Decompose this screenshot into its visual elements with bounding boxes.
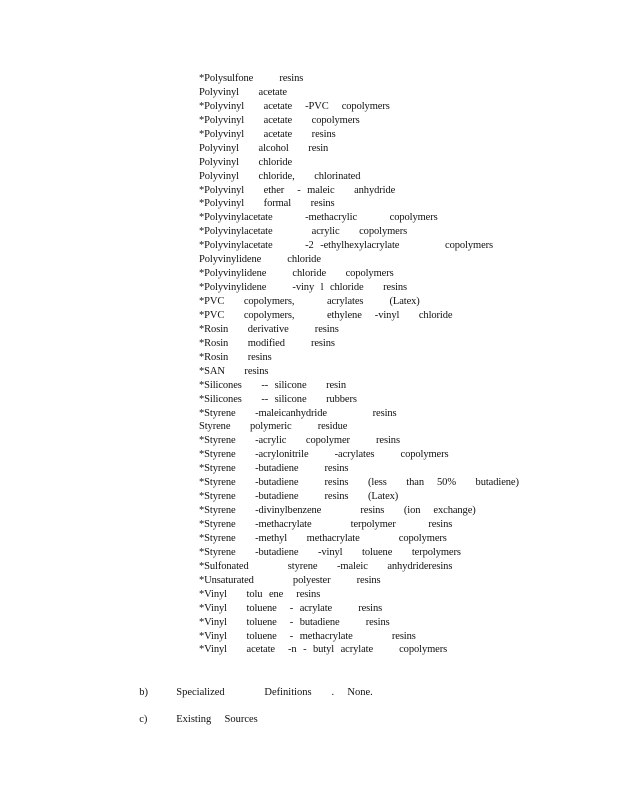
- section-c-marker: c): [139, 714, 148, 725]
- resin-list-item: *Silicones -- silicone rubbers: [199, 393, 357, 405]
- resin-list-item: *Styrene -butadiene -vinyl toluene terpolymers: [199, 546, 461, 558]
- resin-list-item: *Styrene -butadiene resins (less than 50% butadiene): [199, 477, 519, 489]
- resin-list-item: Polyvinyl alcohol resin: [199, 142, 329, 154]
- resin-list-item: *Styrene -methyl methacrylate copolymers: [199, 532, 447, 544]
- resin-list-item: *Styrene -acrylonitrile -acrylates copolymers: [199, 449, 449, 461]
- resin-list-item: *Rosin modified resins: [199, 337, 335, 349]
- resin-list-item: *Polyvinylacetate -2 -ethylhexylacrylate copolymers: [199, 240, 494, 252]
- resin-list-item: *Polyvinylacetate acrylic copolymers: [199, 226, 408, 238]
- resin-list-item: *Polyvinylidene -viny l chloride resins: [199, 282, 408, 294]
- resin-list-item: *Vinyl toluene - methacrylate resins: [199, 630, 416, 642]
- resin-list-item: *Polyvinyl acetate copolymers: [199, 114, 360, 126]
- resin-list-item: *PVC copolymers, ethylene -vinyl chloride: [199, 309, 453, 321]
- section-b: [126, 672, 373, 700]
- section-b-marker: b): [139, 687, 148, 698]
- resin-list-item: Polyvinyl chloride, chlorinated: [199, 170, 361, 182]
- resin-list-item: *Polyvinyl acetate -PVC copolymers: [199, 100, 390, 112]
- resin-list-item: *Styrene -divinylbenzene resins (ion exchange): [199, 505, 476, 517]
- resin-list-item: *Vinyl toluene - butadiene resins: [199, 616, 390, 628]
- section-b-heading: Specialized Definitions . None.: [176, 687, 373, 698]
- resin-list-item: *Polyvinylacetate -methacrylic copolymers: [199, 212, 438, 224]
- resin-list-item: Polyvinyl chloride: [199, 156, 293, 168]
- resin-list-item: *Styrene -butadiene resins: [199, 463, 349, 475]
- resin-list-item: *Sulfonated styrene -maleic anhydrideresins: [199, 560, 453, 572]
- resin-list-item: *Vinyl toluene - acrylate resins: [199, 602, 383, 614]
- resin-list-item: *Polyvinyl acetate resins: [199, 128, 336, 140]
- resin-list-item: *Rosin derivative resins: [199, 323, 339, 335]
- resin-list-item: *Polyvinyl formal resins: [199, 198, 335, 210]
- resin-list-item: *Rosin resins: [199, 351, 272, 363]
- resin-list-item: *PVC copolymers, acrylates (Latex): [199, 296, 420, 307]
- resin-list-item: Polyvinyl acetate: [199, 86, 287, 98]
- resin-list-item: *Styrene -butadiene resins (Latex): [199, 491, 399, 503]
- resin-list-item: *SAN resins: [199, 365, 269, 377]
- resin-list-item: Polyvinylidene chloride: [199, 254, 321, 266]
- section-c: [126, 699, 258, 727]
- resin-list-item: *Vinyl tolu ene resins: [199, 588, 321, 600]
- resin-list-item: *Polyvinyl ether - maleic anhydride: [199, 184, 396, 196]
- resin-list-item: *Silicones -- silicone resin: [199, 379, 346, 391]
- resin-list-item: *Vinyl acetate -n - butyl acrylate copolymers: [199, 644, 448, 656]
- resin-list-item: *Polyvinylidene chloride copolymers: [199, 268, 394, 280]
- resin-list-item: *Unsaturated polyester resins: [199, 574, 381, 586]
- resin-list-item: *Styrene -methacrylate terpolymer resins: [199, 519, 453, 530]
- resin-list: [199, 72, 519, 657]
- resin-list-item: *Polysulfone resins: [199, 73, 304, 84]
- resin-list-item: *Styrene -maleicanhydride resins: [199, 407, 397, 419]
- resin-list-item: Styrene polymeric residue: [199, 421, 348, 433]
- section-c-heading: Existing Sources: [176, 714, 258, 725]
- resin-list-item: *Styrene -acrylic copolymer resins: [199, 435, 400, 447]
